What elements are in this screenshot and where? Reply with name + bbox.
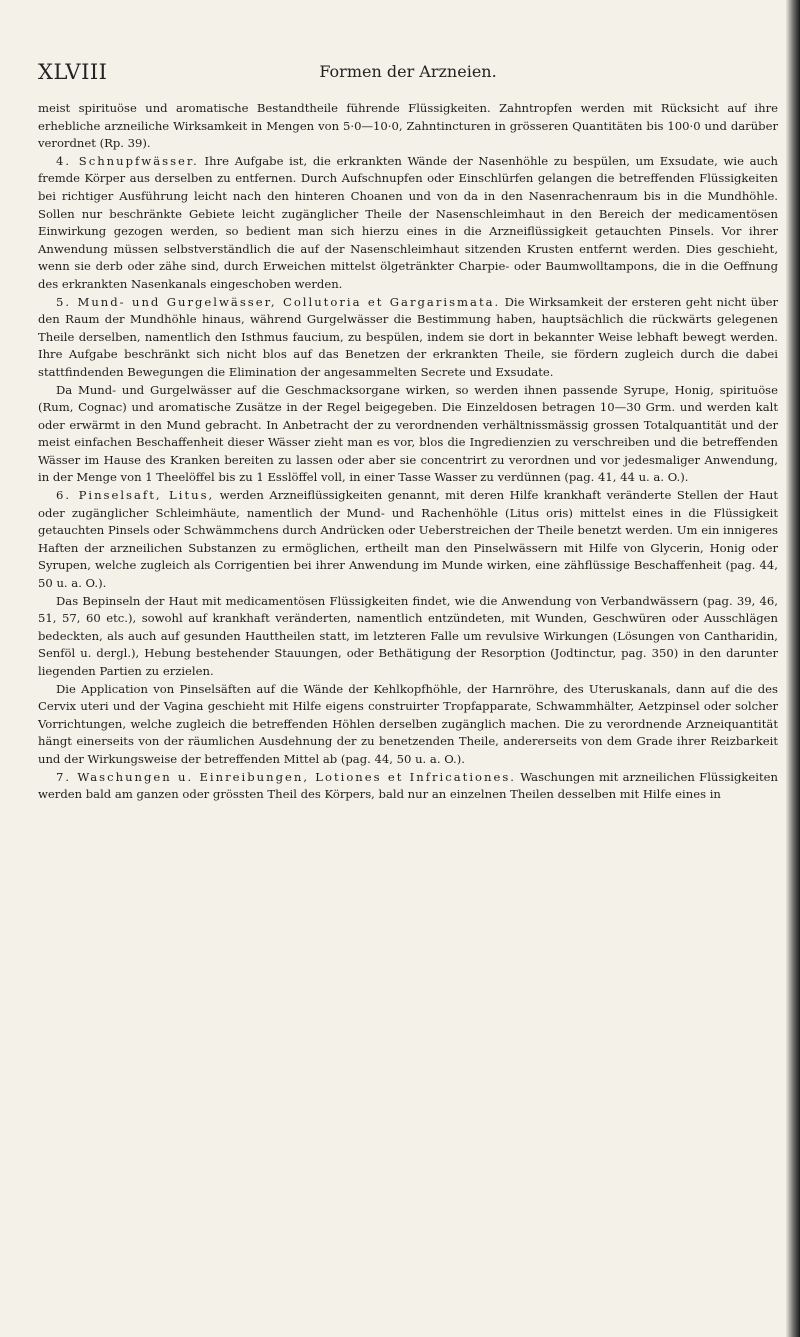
- paragraph-application: [38, 681, 778, 769]
- section-heading-waschungen: 7. Waschungen u. Einreibungen, Lotiones et Infricationes.: [56, 769, 516, 784]
- paragraph-text: Waschungen mit arzneilichen Flüssigkeiten werden bald am ganzen oder grössten Theil des Körpers, bald nur an einzelnen Theilen desselben mit Hilfe eines in: [38, 769, 778, 802]
- paragraph-schnupfwaesser: [38, 153, 778, 294]
- paragraph-intro: [38, 100, 778, 153]
- paragraph-text: Die Wirksamkeit der ersteren geht nicht über den Raum der Mundhöhle hinaus, während Gurgelwässer die Bestimmung haben, hauptsächlich die rückwärts gelegenen Theile derselben, namentlich den Isthmus faucium, zu bespülen, indem sie dort in bekannter Weise lebhaft bewegt werden. Ihre Aufgabe beschränkt sich nicht blos auf das Benetzen der erkrankten Theile, sie fördern zugleich durch die dabei stattfindenden Bewegungen die Elimination der angesammelten Secrete und Exsudate.: [38, 294, 779, 379]
- paragraph-geschmack: [38, 382, 778, 488]
- paragraph-pinselsaft: [38, 487, 778, 593]
- section-heading-schnupfwaesser: 4. Schnupfwässer.: [56, 153, 199, 168]
- running-title: Formen der Arzneien.: [319, 62, 497, 81]
- paragraph-waschungen: [38, 769, 778, 804]
- paragraph-bepinseln: [38, 593, 778, 681]
- paragraph-text: Da Mund- und Gurgelwässer auf die Geschmacksorgane wirken, so werden ihnen passende Syrupe, Honig, spirituöse (Rum, Cognac) und aromatische Zusätze in der Regel beigegeben. Die Einzeldosen betragen 10—30 Grm. und werden kalt oder erwärmt in den Mund gebracht. In Anbetracht der zu verordnenden verhältnissmässig grossen Totalquantität und der meist einfachen Beschaffenheit dieser Wässer zieht man es vor, blos die Ingredienzien zu verschreiben und die betreffenden Wässer im Hause des Kranken bereiten zu lassen oder aber sie concentrirt zu verordnen und vor jedesmaliger Anwendung, in der Menge von 1 Theelöffel bis zu 1 Esslöffel voll, in einer Tasse Wasser zu verdünnen (pag. 41, 44 u. a. O.).: [38, 382, 778, 485]
- paragraph-text: Die Application von Pinselsäften auf die Wände der Kehlkopfhöhle, der Harnröhre, des Uteruskanals, dann auf die des Cervix uteri und der Vagina geschieht mit Hilfe eigens construirter Tropfapparate, Schwammhälter, Aetzpinsel oder solcher Vorrichtungen, welche zugleich die betreffenden Höhlen derselben zugänglich machen. Die zu verordnende Arzneiquantität hängt einerseits von der räumlichen Ausdehnung der zu benetzenden Theile, andererseits von dem Grade ihrer Reizbarkeit und der Wirkungsweise der betreffenden Mittel ab (pag. 44, 50 u. a. O.).: [38, 681, 778, 766]
- section-heading-pinselsaft: 6. Pinselsaft, Litus,: [56, 488, 215, 503]
- page-edge-shadow: [786, 0, 800, 1337]
- paragraph-text: Ihre Aufgabe ist, die erkrankten Wände der Nasenhöhle zu bespülen, um Exsudate, wie auch fremde Körper aus derselben zu entfernen. Durch Aufschnupfen oder Einschlürfen gelangen die betreffenden Flüssigkeiten bei richtiger Ausführung leicht nach den hinteren Choanen und von da in den Nasenrachenraum bis in die Mundhöhle. Sollen nur beschränkte Gebiete leicht zugänglicher Theile der Nasenschleimhaut in den Bereich der medicamentösen Einwirkung gezogen werden, so bedient man sich hierzu eines in die Arzneiflüssigkeit getauchten Pinsels. Vor ihrer Anwendung müssen selbstverständlich die auf der Nasenschleimhaut sitzenden Krusten entfernt werden. Dies geschieht, wenn sie derb oder zähe sind, durch Erweichen mittelst ölgetränkter Charpie- oder Baumwolltampons, die in die Oeffnung des erkrankten Nasenkanals eingeschoben werden.: [38, 153, 778, 291]
- section-heading-mund-gurgelwaesser: 5. Mund- und Gurgelwässer, Collutoria et Gargarismata.: [56, 294, 501, 309]
- page-header: [38, 60, 778, 90]
- paragraph-text: werden Arzneiflüssigkeiten genannt, mit deren Hilfe krankhaft veränderte Stellen der Haut oder zugänglicher Schleimhäute, namentlich der Mund- und Rachenhöhle (Litus oris) mittelst eines in die Flüssigkeit getauchten Pinsels oder Schwämmchens durch Andrücken oder Ueberstreichen der Theile benetzt werden. Um ein innigeres Haften der arzneilichen Substanzen zu ermöglichen, ertheilt man den Pinselwässern mit Hilfe von Glycerin, Honig oder Syrupen, welche zugleich als Corrigentien bei ihrer Anwendung im Munde wirken, eine zähflüssige Beschaffenheit (pag. 44, 50 u. a. O.).: [38, 488, 778, 591]
- paragraph-text: Das Bepinseln der Haut mit medicamentösen Flüssigkeiten findet, wie die Anwendung von Verbandwässern (pag. 39, 46, 51, 57, 60 etc.), sowohl auf krankhaft veränderten, namentlich entzündeten, mit Wunden, Geschwüren oder Ausschlägen bedeckten, als auch auf gesunden Hauttheilen statt, im letzteren Falle um revulsive Wirkungen (Lösungen von Cantharidin, Senföl u. dergl.), Hebung bestehender Stauungen, oder Bethätigung der Resorption (Jodtinctur, pag. 350) in den darunter liegenden Partien zu erzielen.: [38, 593, 778, 678]
- body-text: [38, 100, 778, 804]
- paragraph-text: meist spirituöse und aromatische Bestandtheile führende Flüssigkeiten. Zahntropfen werden mit Rücksicht auf ihre erhebliche arzneiliche Wirksamkeit in Mengen von 5·0—10·0, Zahntincturen in grösseren Quantitäten bis 100·0 und darüber verordnet (Rp. 39).: [38, 101, 778, 151]
- paragraph-mund-gurgelwaesser: [38, 294, 778, 382]
- page-number: XLVIII: [38, 60, 108, 84]
